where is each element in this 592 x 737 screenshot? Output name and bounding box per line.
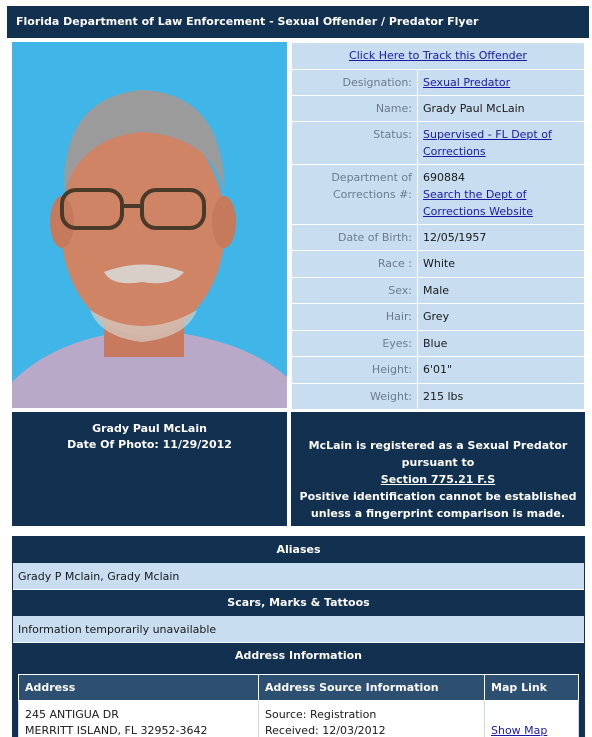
detail-row-weight <box>292 384 585 410</box>
offender-details-table <box>291 42 585 410</box>
detail-row-dob <box>292 225 585 251</box>
address-line1: 245 ANTIGUA DR <box>25 708 119 721</box>
detail-value: Grey <box>418 304 585 331</box>
detail-row-status <box>292 122 585 165</box>
caption-date: Date Of Photo: 11/29/2012 <box>67 438 232 451</box>
show-map-link[interactable]: Show Map <box>491 724 548 737</box>
detail-label: Weight: <box>292 384 418 410</box>
detail-label: Eyes: <box>292 331 418 357</box>
detail-label: Status: <box>292 122 418 165</box>
aliases-text: Grady P Mclain, Grady Mclain <box>13 563 584 590</box>
scars-heading: Scars, Marks & Tattoos <box>13 590 584 616</box>
additional-info-section <box>12 536 585 737</box>
detail-row-doc <box>292 165 585 225</box>
address-line2: MERRITT ISLAND, FL 32952-3642 <box>25 724 208 737</box>
detail-value: Male <box>418 278 585 304</box>
detail-value: Grady Paul McLain <box>418 96 585 122</box>
photo-caption <box>12 412 287 526</box>
offender-photo <box>12 42 287 408</box>
detail-label: Department of Corrections #: <box>292 165 418 225</box>
detail-label: Name: <box>292 96 418 122</box>
detail-row-height <box>292 357 585 384</box>
status-link[interactable]: Supervised - FL Dept of Corrections <box>423 128 552 158</box>
address-table <box>18 674 579 737</box>
detail-value: Blue <box>418 331 585 357</box>
detail-row-eyes <box>292 331 585 357</box>
statute-link[interactable]: Section 775.21 F.S <box>380 473 496 486</box>
designation-link[interactable]: Sexual Predator <box>423 76 511 89</box>
address-source: Source: Registration <box>265 708 377 721</box>
detail-label: Race : <box>292 251 418 278</box>
address-col-header: Address <box>19 675 259 701</box>
detail-value: 12/05/1957 <box>418 225 585 251</box>
detail-label: Designation: <box>292 70 418 96</box>
notice-line2: Positive identification cannot be established unless a fingerprint comparison is made. <box>299 490 577 520</box>
track-offender-link[interactable]: Click Here to Track this Offender <box>349 49 527 62</box>
address-table-wrap <box>13 669 584 737</box>
address-heading: Address Information <box>13 643 584 669</box>
detail-label: Hair: <box>292 304 418 331</box>
offender-portrait-image <box>12 42 287 408</box>
notice-line1: McLain is registered as a Sexual Predator pursuant to <box>308 439 568 469</box>
aliases-heading: Aliases <box>13 537 584 563</box>
registration-notice <box>291 412 585 526</box>
detail-value: 215 lbs <box>418 384 585 410</box>
address-received: Received: 12/03/2012 <box>265 724 386 737</box>
detail-row-sex <box>292 278 585 304</box>
scars-text: Information temporarily unavailable <box>13 616 584 643</box>
page-title: Florida Department of Law Enforcement - Sexual Offender / Predator Flyer <box>16 15 479 28</box>
detail-value: White <box>418 251 585 278</box>
track-row <box>292 43 585 70</box>
map-col-header: Map Link <box>485 675 579 701</box>
caption-name: Grady Paul McLain <box>92 422 207 435</box>
detail-label: Date of Birth: <box>292 225 418 251</box>
detail-label: Height: <box>292 357 418 384</box>
detail-row-designation <box>292 70 585 96</box>
detail-label: Sex: <box>292 278 418 304</box>
search-doc-link[interactable]: Search the Dept of Corrections Website <box>423 188 533 218</box>
table-row <box>19 701 579 737</box>
detail-row-race <box>292 251 585 278</box>
detail-row-hair <box>292 304 585 331</box>
detail-row-name <box>292 96 585 122</box>
detail-value: 6'01" <box>418 357 585 384</box>
doc-number: 690884 <box>423 171 465 184</box>
page-header <box>7 6 589 38</box>
source-col-header: Address Source Information <box>259 675 485 701</box>
